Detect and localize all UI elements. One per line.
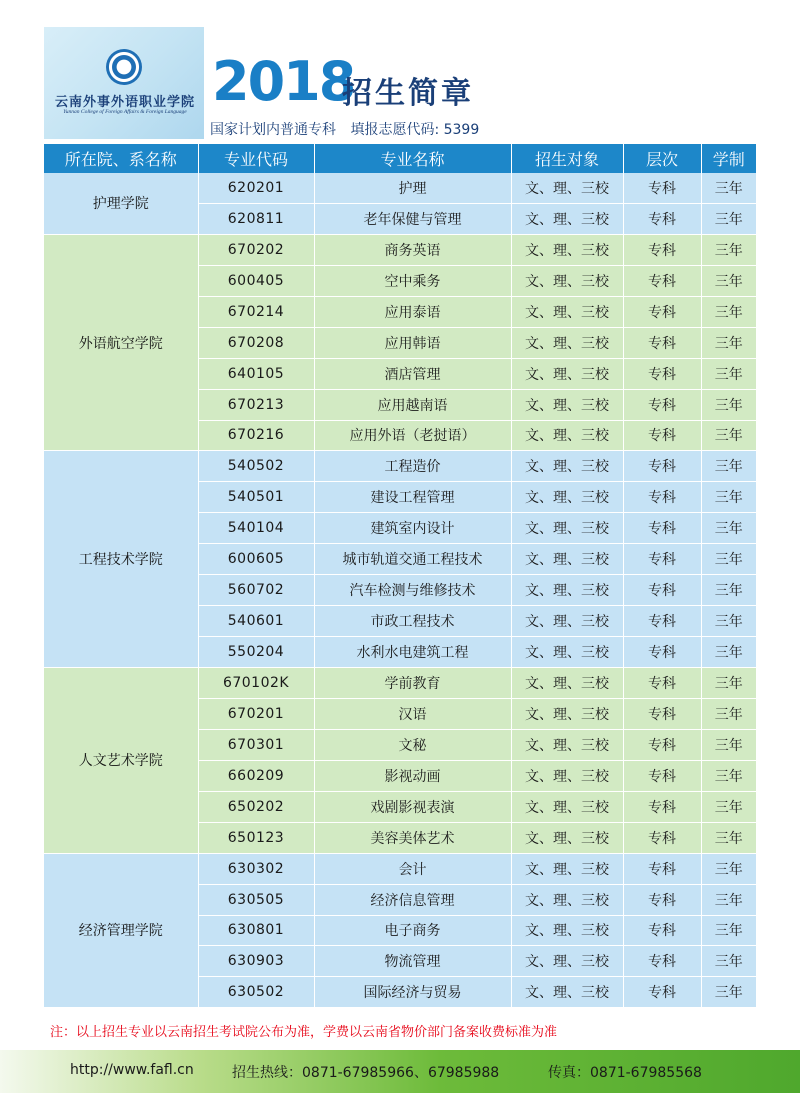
table-body [44,173,756,1008]
study-duration: 三年 [701,884,756,915]
admission-target: 文、理、三校 [511,327,623,358]
study-duration: 三年 [701,822,756,853]
admission-target: 文、理、三校 [511,946,623,977]
footer-bar [0,1050,800,1093]
table-row [44,451,756,482]
major-name: 酒店管理 [314,358,511,389]
major-name: 商务英语 [314,234,511,265]
major-code: 540601 [198,606,314,637]
admission-hotline: 招生热线：0871-67985966、67985988 [232,1065,500,1081]
logo-chinese-name: 云南外事外语职业学院 [54,95,195,110]
major-name: 建设工程管理 [314,482,511,513]
study-duration: 三年 [701,234,756,265]
study-duration: 三年 [701,451,756,482]
study-duration: 三年 [701,606,756,637]
college-logo [44,27,204,139]
education-level: 专科 [623,729,701,760]
admission-target: 文、理、三校 [511,203,623,234]
education-level: 专科 [623,451,701,482]
fax-number: 传真：0871-67985568 [548,1065,702,1081]
admission-target: 文、理、三校 [511,544,623,575]
major-code: 670213 [198,389,314,420]
college-name: 外语航空学院 [44,234,198,451]
education-level: 专科 [623,977,701,1008]
major-name: 汽车检测与维修技术 [314,575,511,606]
admission-target: 文、理、三校 [511,698,623,729]
admission-target: 文、理、三校 [511,389,623,420]
admission-target: 文、理、三校 [511,296,623,327]
header-level: 层次 [623,144,701,173]
study-duration: 三年 [701,575,756,606]
application-code: 填报志愿代码: 5399 [350,122,480,138]
admission-target: 文、理、三校 [511,265,623,296]
major-code: 670201 [198,698,314,729]
college-name: 经济管理学院 [44,853,198,1008]
study-duration: 三年 [701,482,756,513]
study-duration: 三年 [701,358,756,389]
major-name: 戏剧影视表演 [314,791,511,822]
study-duration: 三年 [701,946,756,977]
education-level: 专科 [623,606,701,637]
major-name: 汉语 [314,698,511,729]
table-header-row [44,144,756,173]
major-name: 学前教育 [314,668,511,699]
study-duration: 三年 [701,729,756,760]
admission-target: 文、理、三校 [511,853,623,884]
major-code: 660209 [198,760,314,791]
major-name: 应用越南语 [314,389,511,420]
header-college: 所在院、系名称 [44,144,198,173]
major-code: 550204 [198,637,314,668]
major-code: 630505 [198,884,314,915]
table-row [44,173,756,203]
header-major: 专业名称 [314,144,511,173]
major-name: 应用韩语 [314,327,511,358]
admission-target: 文、理、三校 [511,637,623,668]
education-level: 专科 [623,637,701,668]
study-duration: 三年 [701,977,756,1008]
major-code: 620201 [198,173,314,203]
website-link[interactable]: http://www.fafl.cn [70,1062,194,1078]
admission-target: 文、理、三校 [511,977,623,1008]
major-name: 工程造价 [314,451,511,482]
education-level: 专科 [623,234,701,265]
study-duration: 三年 [701,915,756,946]
table-row [44,853,756,884]
major-name: 城市轨道交通工程技术 [314,544,511,575]
major-code: 630801 [198,915,314,946]
major-code: 560702 [198,575,314,606]
major-name: 空中乘务 [314,265,511,296]
education-level: 专科 [623,358,701,389]
major-code: 670208 [198,327,314,358]
major-code: 670202 [198,234,314,265]
admission-target: 文、理、三校 [511,451,623,482]
major-code: 630903 [198,946,314,977]
admission-target: 文、理、三校 [511,915,623,946]
major-name: 老年保健与管理 [314,203,511,234]
major-code: 640105 [198,358,314,389]
brochure-subtitle [210,120,479,140]
major-code: 540104 [198,513,314,544]
study-duration: 三年 [701,296,756,327]
college-name: 人文艺术学院 [44,668,198,854]
admission-target: 文、理、三校 [511,884,623,915]
education-level: 专科 [623,544,701,575]
education-level: 专科 [623,513,701,544]
college-seal-icon [106,49,142,85]
admission-target: 文、理、三校 [511,760,623,791]
major-name: 经济信息管理 [314,884,511,915]
major-name: 护理 [314,173,511,203]
major-code: 620811 [198,203,314,234]
education-level: 专科 [623,482,701,513]
education-level: 专科 [623,420,701,451]
education-level: 专科 [623,668,701,699]
education-level: 专科 [623,946,701,977]
education-level: 专科 [623,296,701,327]
study-duration: 三年 [701,668,756,699]
study-duration: 三年 [701,637,756,668]
study-duration: 三年 [701,265,756,296]
major-code: 670301 [198,729,314,760]
major-name: 水利水电建筑工程 [314,637,511,668]
education-level: 专科 [623,173,701,203]
major-name: 建筑室内设计 [314,513,511,544]
major-code: 670214 [198,296,314,327]
admission-target: 文、理、三校 [511,822,623,853]
header-code: 专业代码 [198,144,314,173]
header-target: 招生对象 [511,144,623,173]
education-level: 专科 [623,822,701,853]
education-level: 专科 [623,265,701,296]
major-name: 美容美体艺术 [314,822,511,853]
study-duration: 三年 [701,791,756,822]
major-name: 会计 [314,853,511,884]
admission-target: 文、理、三校 [511,173,623,203]
study-duration: 三年 [701,544,756,575]
major-code: 670216 [198,420,314,451]
study-duration: 三年 [701,853,756,884]
education-level: 专科 [623,389,701,420]
study-duration: 三年 [701,513,756,544]
brochure-year: 2018 [212,50,355,113]
admission-target: 文、理、三校 [511,575,623,606]
major-code: 540501 [198,482,314,513]
education-level: 专科 [623,853,701,884]
education-level: 专科 [623,203,701,234]
college-name: 护理学院 [44,173,198,234]
study-duration: 三年 [701,698,756,729]
major-code: 670102K [198,668,314,699]
study-duration: 三年 [701,760,756,791]
admission-target: 文、理、三校 [511,606,623,637]
major-code: 540502 [198,451,314,482]
header-years: 学制 [701,144,756,173]
study-duration: 三年 [701,173,756,203]
college-name: 工程技术学院 [44,451,198,668]
education-level: 专科 [623,327,701,358]
education-level: 专科 [623,884,701,915]
major-name: 电子商务 [314,915,511,946]
admission-target: 文、理、三校 [511,420,623,451]
study-duration: 三年 [701,420,756,451]
table-row [44,668,756,699]
admission-target: 文、理、三校 [511,482,623,513]
study-duration: 三年 [701,203,756,234]
plan-type: 国家计划内普通专科 [210,122,336,138]
major-name: 物流管理 [314,946,511,977]
major-name: 应用泰语 [314,296,511,327]
admission-target: 文、理、三校 [511,358,623,389]
admission-target: 文、理、三校 [511,791,623,822]
admission-target: 文、理、三校 [511,729,623,760]
majors-table [44,144,756,1008]
table-row [44,234,756,265]
education-level: 专科 [623,760,701,791]
major-name: 国际经济与贸易 [314,977,511,1008]
study-duration: 三年 [701,327,756,358]
major-name: 影视动画 [314,760,511,791]
brochure-title: 招生简章 [342,76,474,111]
education-level: 专科 [623,915,701,946]
admission-target: 文、理、三校 [511,513,623,544]
major-code: 650123 [198,822,314,853]
admission-target: 文、理、三校 [511,668,623,699]
majors-table-wrapper [44,144,756,1008]
major-name: 应用外语（老挝语） [314,420,511,451]
major-name: 市政工程技术 [314,606,511,637]
study-duration: 三年 [701,389,756,420]
logo-english-name: Yunnan College of Foreign Affairs & Foreign Language [63,109,187,115]
education-level: 专科 [623,575,701,606]
major-code: 650202 [198,791,314,822]
admission-target: 文、理、三校 [511,234,623,265]
major-code: 630302 [198,853,314,884]
education-level: 专科 [623,698,701,729]
major-code: 630502 [198,977,314,1008]
major-code: 600605 [198,544,314,575]
education-level: 专科 [623,791,701,822]
major-code: 600405 [198,265,314,296]
footnote: 注：以上招生专业以云南招生考试院公布为准，学费以云南省物价部门备案收费标准为准 [50,1025,558,1040]
major-name: 文秘 [314,729,511,760]
